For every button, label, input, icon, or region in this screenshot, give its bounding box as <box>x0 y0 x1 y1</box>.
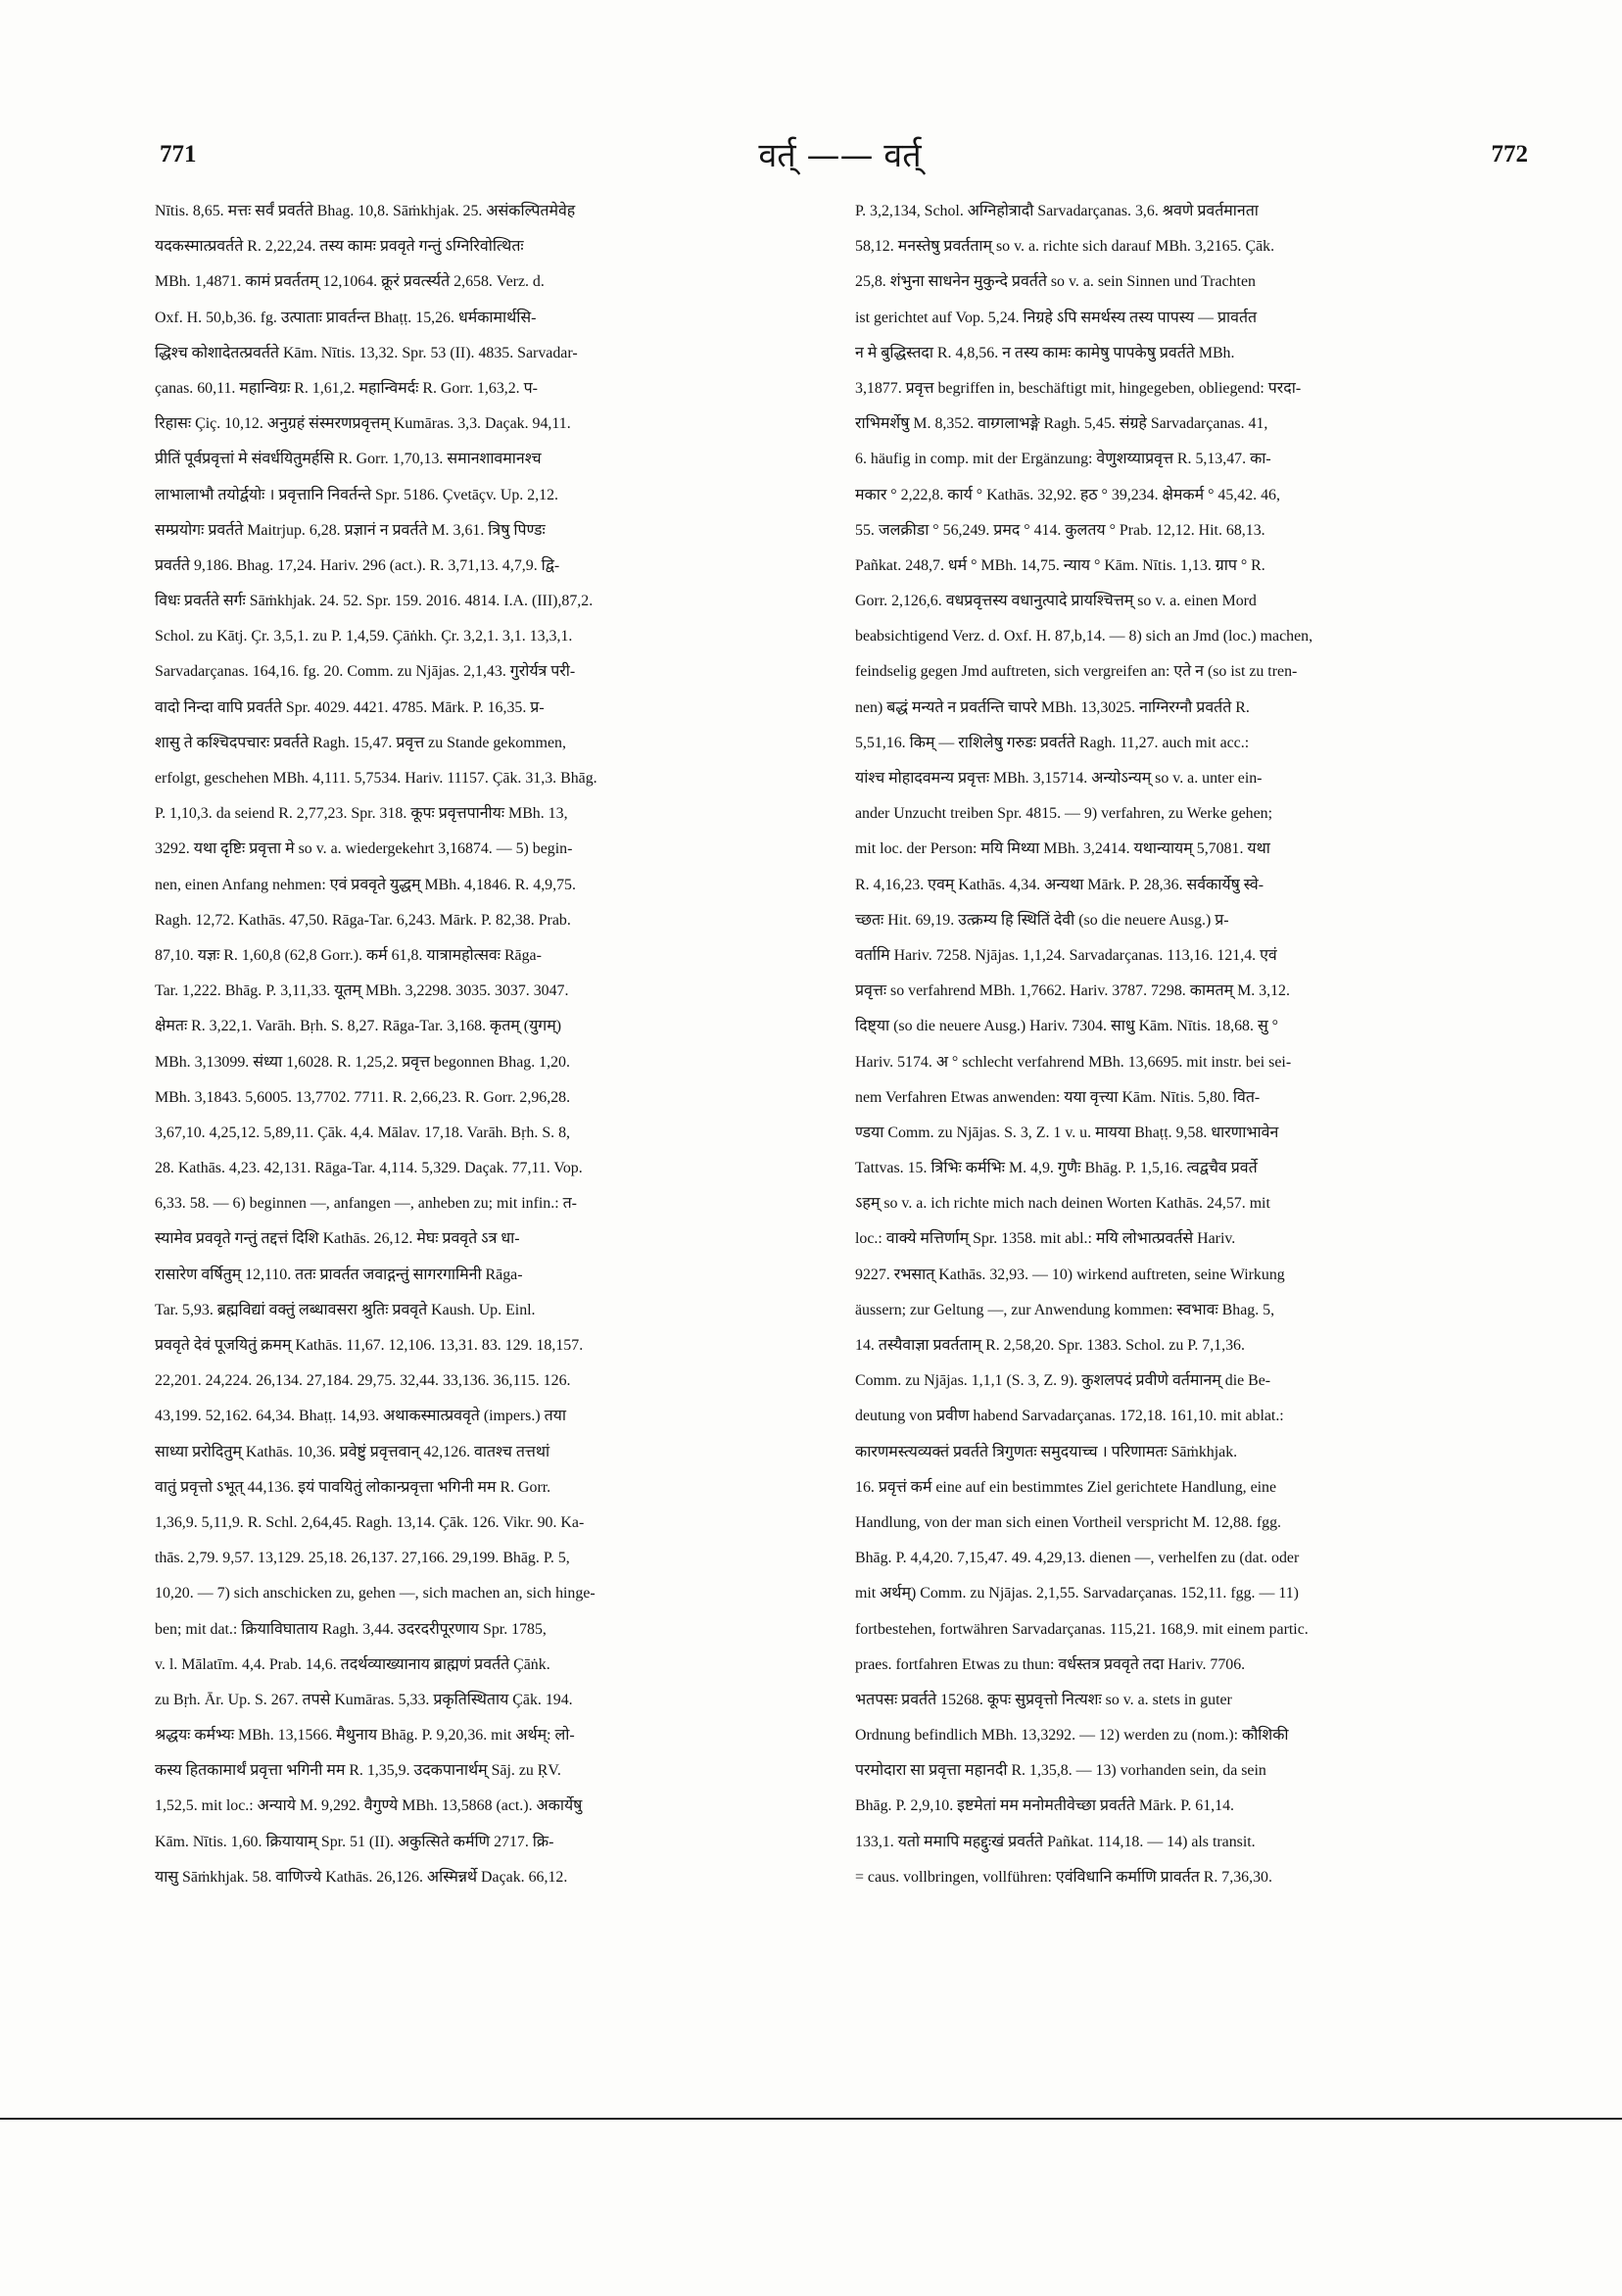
text-line: 87,10. यज्ञः R. 1,60,8 (62,8 Gorr.). कर्म 61,8. यात्रामहोत्सवः Rāga- <box>155 946 542 964</box>
text-line: क्षेमतः R. 3,22,1. Varāh. Bṛh. S. 8,27. Rāga-Tar. 3,168. कृतम् (युगम्) <box>155 1018 562 1035</box>
text-line: MBh. 3,13099. संध्या 1,6028. R. 1,25,2. प्रवृत्त begonnen Bhag. 1,20. <box>155 1053 570 1071</box>
text-line: 133,1. यतो ममापि महद्दुःखं प्रवर्तते Pañkat. 114,18. — 14) als transit. <box>855 1833 1256 1850</box>
text-line: स्यामेव प्रववृते गन्तुं तद्दत्तं दिशि Kathās. 26,12. मेघः प्रववृते ऽत्र धा- <box>155 1230 520 1248</box>
text-line: 1,36,9. 5,11,9. R. Schl. 2,64,45. Ragh. 13,14. Çāk. 126. Vikr. 90. Ka- <box>155 1513 585 1531</box>
text-line: Nītis. 8,65. मत्तः सर्वं प्रवर्तते Bhag. 10,8. Sāṁkhjak. 25. असंकल्पितमेवेह <box>155 203 576 219</box>
text-line: 3292. यथा दृष्टिः प्रवृत्ता मे so v. a. wiedergekehrt 3,16874. — 5) begin- <box>155 840 573 858</box>
left-column <box>155 194 817 2035</box>
text-line: 9227. रभसात् Kathās. 32,93. — 10) wirkend auftreten, seine Wirkung <box>855 1266 1285 1283</box>
text-line: यासु Sāṁkhjak. 58. वाणिज्ये Kathās. 26,126. अस्मिन्नर्थे Daçak. 66,12. <box>155 1868 568 1886</box>
text-line: न मे बुद्धिस्तदा R. 4,8,56. न तस्य कामः कामेषु पापकेषु प्रवर्तते MBh. <box>855 344 1235 361</box>
text-line: erfolgt, geschehen MBh. 4,111. 5,7534. Hariv. 11157. Çāk. 31,3. Bhāg. <box>155 770 597 787</box>
text-line: nem Verfahren Etwas anwenden: यया वृत्त्या Kām. Nītis. 5,80. वित- <box>855 1088 1261 1106</box>
text-line: यदकस्मात्प्रवर्तते R. 2,22,24. तस्य कामः प्रववृते गन्तुं ऽग्निरिवोत्थितः <box>155 238 524 256</box>
text-line: mit अर्थम्) Comm. zu Njājas. 2,1,55. Sarvadarçanas. 152,11. fgg. — 11) <box>855 1585 1299 1602</box>
text-line: MBh. 3,1843. 5,6005. 13,7702. 7711. R. 2,66,23. R. Gorr. 2,96,28. <box>155 1088 571 1106</box>
text-line: 3,1877. प्रवृत्त begriffen in, beschäftigt mit, hingegeben, obliegend: परदा- <box>855 379 1302 397</box>
text-line: प्रवर्तते 9,186. Bhag. 17,24. Hariv. 296 (act.). R. 3,71,13. 4,7,9. द्वि- <box>155 556 560 574</box>
text-line: Bhāg. P. 4,4,20. 7,15,47. 49. 4,29,13. dienen —, verhelfen zu (dat. oder <box>855 1550 1300 1567</box>
text-line: Ragh. 12,72. Kathās. 47,50. Rāga-Tar. 6,243. Mārk. P. 82,38. Prab. <box>155 911 571 929</box>
text-line: साध्या प्ररोदितुम् Kathās. 10,36. प्रवेष्टुं प्रवृत्तवान् 42,126. वातश्च तत्तथां <box>155 1443 550 1460</box>
text-line: कारणमस्त्यव्यक्तं प्रवर्तते त्रिगुणतः समुदयाच्च । परिणामतः Sāṁkhjak. <box>855 1443 1238 1460</box>
text-line: thās. 2,79. 9,57. 13,129. 25,18. 26,137. 27,166. 29,199. Bhāg. P. 5, <box>155 1550 570 1567</box>
text-line: çanas. 60,11. महान्विग्रः R. 1,61,2. महान्विमर्दः R. Gorr. 1,63,2. प- <box>155 379 538 397</box>
text-line: 1,52,5. mit loc.: अन्याये M. 9,292. वैगुण्ये MBh. 13,5868 (act.). अकार्येषु <box>155 1797 583 1815</box>
text-line: Bhāg. P. 2,9,10. इष्टमेतां मम मनोमतीवेच्छा प्रवर्तते Mārk. P. 61,14. <box>855 1797 1234 1815</box>
text-line: P. 3,2,134, Schol. अग्निहोत्रादौ Sarvadarçanas. 3,6. श्रवणे प्रवर्तमानता <box>855 203 1259 219</box>
text-line: 6. häufig in comp. mit der Ergänzung: वेणुशय्याप्रवृत्त R. 5,13,47. का- <box>855 451 1271 468</box>
text-line: भतपसः प्रवर्तते 15268. कूपः सुप्रवृत्तो नित्यशः so v. a. stets in guter <box>855 1691 1232 1708</box>
text-line: 58,12. मनस्तेषु प्रवर्तताम् so v. a. richte sich darauf MBh. 3,2165. Çāk. <box>855 238 1275 256</box>
text-line: feindselig gegen Jmd auftreten, sich vergreifen an: एते न (so ist zu tren- <box>855 663 1298 681</box>
text-line: loc.: वाक्ये मत्तिर्णाम् Spr. 1358. mit abl.: मयि लोभात्प्रवर्तसे Hariv. <box>855 1230 1236 1248</box>
text-line: Tar. 5,93. ब्रह्मविद्यां वक्तुं लब्धावसरा श्रुतिः प्रववृते Kaush. Up. Einl. <box>155 1301 536 1318</box>
text-line: Pañkat. 248,7. धर्म ° MBh. 14,75. न्याय ° Kām. Nītis. 1,13. ग्राप ° R. <box>855 556 1265 574</box>
text-line: 55. जलक्रीडा ° 56,249. प्रमद ° 414. कुलतय ° Prab. 12,12. Hit. 68,13. <box>855 521 1265 539</box>
text-line: लाभालाभौ तयोर्द्वयोः । प्रवृत्तानि निवर्तन्ते Spr. 5186. Çvetāçv. Up. 2,12. <box>155 486 558 503</box>
running-headword: वर्त् —— वर्त् <box>758 136 922 175</box>
text-line: वातुं प्रवृत्तो ऽभूत् 44,136. इयं पावयितुं लोकान्प्रवृत्ता भगिनी मम R. Gorr. <box>155 1478 551 1496</box>
text-line: 5,51,16. किम् — राशिलेषु गरुडः प्रवर्तते Ragh. 11,27. auch mit acc.: <box>855 734 1250 751</box>
text-line: = caus. vollbringen, vollführen: एवंविधानि कर्माणि प्रावर्तत R. 7,36,30. <box>855 1868 1272 1886</box>
text-line: वर्तामि Hariv. 7258. Njājas. 1,1,24. Sarvadarçanas. 113,16. 121,4. एवं <box>855 946 1277 964</box>
text-line: Kām. Nītis. 1,60. क्रियायाम् Spr. 51 (II). अकुत्सिते कर्मणि 2717. क्रि- <box>155 1833 554 1850</box>
text-line: P. 1,10,3. da seiend R. 2,77,23. Spr. 318. कूपः प्रवृत्तपानीयः MBh. 13, <box>155 805 568 823</box>
text-line: MBh. 1,4871. कामं प्रवर्ततम् 12,1064. क्रूरं प्रवर्त्स्यते 2,658. Verz. d. <box>155 273 545 291</box>
text-line: mit loc. der Person: मयि मिथ्या MBh. 3,2414. यथान्यायम् 5,7081. यथा <box>855 840 1270 858</box>
right-column <box>855 194 1517 2035</box>
text-line: 25,8. शंभुना साधनेन मुकुन्दे प्रवर्तते so v. a. sein Sinnen und Trachten <box>855 273 1256 291</box>
text-line: 22,201. 24,224. 26,134. 27,184. 29,75. 32,44. 33,136. 36,115. 126. <box>155 1372 571 1390</box>
text-line: Tattvas. 15. त्रिभिः कर्मभिः M. 4,9. गुणैः Bhāg. P. 1,5,16. त्वद्वचैव प्रवर्ते <box>855 1160 1258 1177</box>
text-line: प्रवृत्तः so verfahrend MBh. 1,7662. Hariv. 3787. 7298. कामतम् M. 3,12. <box>855 982 1290 1000</box>
text-line: Oxf. H. 50,b,36. fg. उत्पाताः प्रावर्तन्त Bhaṭṭ. 15,26. धर्मकामार्थसि- <box>155 309 537 326</box>
text-line: सम्प्रयोगः प्रवर्तते Maitrjup. 6,28. प्रज्ञानं न प्रवर्तते M. 3,61. त्रिषु पिण्डः <box>155 521 546 539</box>
text-line: ण्डया Comm. zu Njājas. S. 3, Z. 1 v. u. मायया Bhaṭṭ. 9,58. धारणाभावेन <box>855 1124 1279 1141</box>
text-line: श्रद्धयः कर्मभ्यः MBh. 13,1566. मैथुनाय Bhāg. P. 9,20,36. mit अर्थम्: लो- <box>155 1727 575 1745</box>
text-line: beabsichtigend Verz. d. Oxf. H. 87,b,14. — 8) sich an Jmd (loc.) machen, <box>855 628 1313 646</box>
text-line: वादो निन्दा वापि प्रवर्तते Spr. 4029. 4421. 4785. Mārk. P. 16,35. प्र- <box>155 698 545 716</box>
text-line: fortbestehen, fortwähren Sarvadarçanas. 115,21. 168,9. mit einem partic. <box>855 1620 1309 1638</box>
text-line: 3,67,10. 4,25,12. 5,89,11. Çāk. 4,4. Mālav. 17,18. Varāh. Bṛh. S. 8, <box>155 1124 571 1141</box>
text-line: äussern; zur Geltung —, zur Anwendung kommen: स्वभावः Bhag. 5, <box>855 1301 1275 1318</box>
text-line: विधः प्रवर्तते सर्गः Sāṁkhjak. 24. 52. Spr. 159. 2016. 4814. I.A. (III),87,2. <box>155 593 594 610</box>
text-line: ist gerichtet auf Vop. 5,24. निग्रहे ऽपि समर्थस्य तस्य पापस्य — प्रावर्तत <box>855 309 1258 326</box>
text-line: ऽहम् so v. a. ich richte mich nach deinen Worten Kathās. 24,57. mit <box>855 1195 1270 1213</box>
text-line: द्धिश्च कोशादेतत्प्रवर्तते Kām. Nītis. 13,32. Spr. 53 (II). 4835. Sarvadar- <box>155 344 578 361</box>
text-line: R. 4,16,23. एवम् Kathās. 4,34. अन्यथा Mārk. P. 28,36. सर्वकार्येषु स्वे- <box>855 876 1264 893</box>
text-line: Comm. zu Njājas. 1,1,1 (S. 3, Z. 9). कुशलपदं प्रवीणे वर्तमानम् die Be- <box>855 1372 1271 1390</box>
text-line: 6,33. 58. — 6) beginnen —, anfangen —, anheben zu; mit infin.: त- <box>155 1195 577 1213</box>
text-line: दिष्ट्या (so die neuere Ausg.) Hariv. 7304. साधु Kām. Nītis. 18,68. सु ° <box>855 1018 1279 1035</box>
text-line: यांश्च मोहादवमन्य प्रवृत्तः MBh. 3,15714. अन्योऽन्यम् so v. a. unter ein- <box>855 770 1263 787</box>
text-line: Sarvadarçanas. 164,16. fg. 20. Comm. zu Njājas. 2,1,43. गुरोर्यत्र परी- <box>155 663 576 681</box>
text-line: Tar. 1,222. Bhāg. P. 3,11,33. यूतम् MBh. 3,2298. 3035. 3037. 3047. <box>155 982 569 1000</box>
text-line: Schol. zu Kātj. Çr. 3,5,1. zu P. 1,4,59. Çāṅkh. Çr. 3,2,1. 3,1. 13,3,1. <box>155 628 573 646</box>
text-line: ander Unzucht treiben Spr. 4815. — 9) verfahren, zu Werke gehen; <box>855 805 1272 823</box>
text-line: परमोदारा सा प्रवृत्ता महानदी R. 1,35,8. — 13) vorhanden sein, da sein <box>855 1762 1266 1780</box>
text-line: Hariv. 5174. अ ° schlecht verfahrend MBh. 13,6695. mit instr. bei sei- <box>855 1053 1292 1071</box>
text-line: ben; mit dat.: क्रियाविघाताय Ragh. 3,44. उदरदरीपूरणाय Spr. 1785, <box>155 1620 547 1638</box>
text-line: प्रववृते देवं पूजयितुं क्रमम् Kathās. 11,67. 12,106. 13,31. 83. 129. 18,157. <box>155 1337 584 1354</box>
text-line: deutung von प्रवीण habend Sarvadarçanas. 172,18. 161,10. mit ablat.: <box>855 1408 1284 1425</box>
footer-rule <box>0 2118 1622 2120</box>
text-line: praes. fortfahren Etwas zu thun: वर्धस्तत्र प्रववृते तदा Hariv. 7706. <box>855 1655 1246 1673</box>
text-line: 16. प्रवृत्तं कर्म eine auf ein bestimmtes Ziel gerichtete Handlung, eine <box>855 1478 1277 1496</box>
text-line: कस्य हितकामार्थं प्रवृत्ता भगिनी मम R. 1,35,9. उदकपानार्थम् Sāj. zu ṚV. <box>155 1762 561 1780</box>
text-line: Ordnung befindlich MBh. 13,3292. — 12) werden zu (nom.): कौशिकी <box>855 1727 1289 1745</box>
text-line: 10,20. — 7) sich anschicken zu, gehen —, sich machen an, sich hinge- <box>155 1585 596 1602</box>
text-line: 43,199. 52,162. 64,34. Bhaṭṭ. 14,93. अथाकस्मात्प्रववृते (impers.) तया <box>155 1408 566 1425</box>
text-line: रासारेण वर्षितुम् 12,110. ततः प्रावर्तत जवाद्गन्तुं सागरगामिनी Rāga- <box>155 1266 523 1283</box>
text-line: zu Bṛh. Ār. Up. S. 267. तपसे Kumāras. 5,33. प्रकृतिस्थिताय Çāk. 194. <box>155 1691 573 1708</box>
text-line: रिहासः Çiç. 10,12. अनुग्रहं संस्मरणप्रवृत्तम् Kumāras. 3,3. Daçak. 94,11. <box>155 415 571 433</box>
text-line: शासु ते कश्चिदपचारः प्रवर्तते Ragh. 15,47. प्रवृत्त zu Stande gekommen, <box>155 734 566 751</box>
text-line: Handlung, von der man sich einen Vortheil verspricht M. 12,88. fgg. <box>855 1513 1282 1531</box>
text-line: मकार ° 2,22,8. कार्य ° Kathās. 32,92. हठ ° 39,234. क्षेमकर्म ° 45,42. 46, <box>855 486 1280 503</box>
text-line: 28. Kathās. 4,23. 42,131. Rāga-Tar. 4,114. 5,329. Daçak. 77,11. Vop. <box>155 1160 583 1177</box>
left-page-number: 771 <box>160 141 197 167</box>
text-line: nen) बद्धं मन्यते न प्रवर्तन्ति चापरे MBh. 13,3025. नाग्निरग्नौ प्रवर्तते R. <box>855 698 1250 716</box>
text-line: च्छतः Hit. 69,19. उत्क्रम्य हि स्थितिं देवी (so die neuere Ausg.) प्र- <box>855 911 1229 929</box>
text-line: राभिमर्शेषु M. 8,352. वाग्र्गलाभङ्गे Ragh. 5,45. संग्रहे Sarvadarçanas. 41, <box>855 415 1268 433</box>
text-line: 14. तस्यैवाज्ञा प्रवर्तताम् R. 2,58,20. Spr. 1383. Schol. zu P. 7,1,36. <box>855 1337 1245 1354</box>
text-line: प्रीतिं पूर्वप्रवृत्तां मे संवर्धयितुमर्हसि R. Gorr. 1,70,13. समानशावमानश्च <box>155 451 542 468</box>
text-line: nen, einen Anfang nehmen: एवं प्रववृते युद्धम् MBh. 4,1846. R. 4,9,75. <box>155 876 576 893</box>
page-header <box>152 125 1528 174</box>
text-line: Gorr. 2,126,6. वधप्रवृत्तस्य वधानुत्पादे प्रायश्चित्तम् so v. a. einen Mord <box>855 593 1257 610</box>
text-line: v. l. Mālatīm. 4,4. Prab. 14,6. तदर्थव्याख्यानाय ब्राह्मणं प्रवर्तते Çāṅk. <box>155 1655 550 1673</box>
right-page-number: 772 <box>1491 141 1528 167</box>
